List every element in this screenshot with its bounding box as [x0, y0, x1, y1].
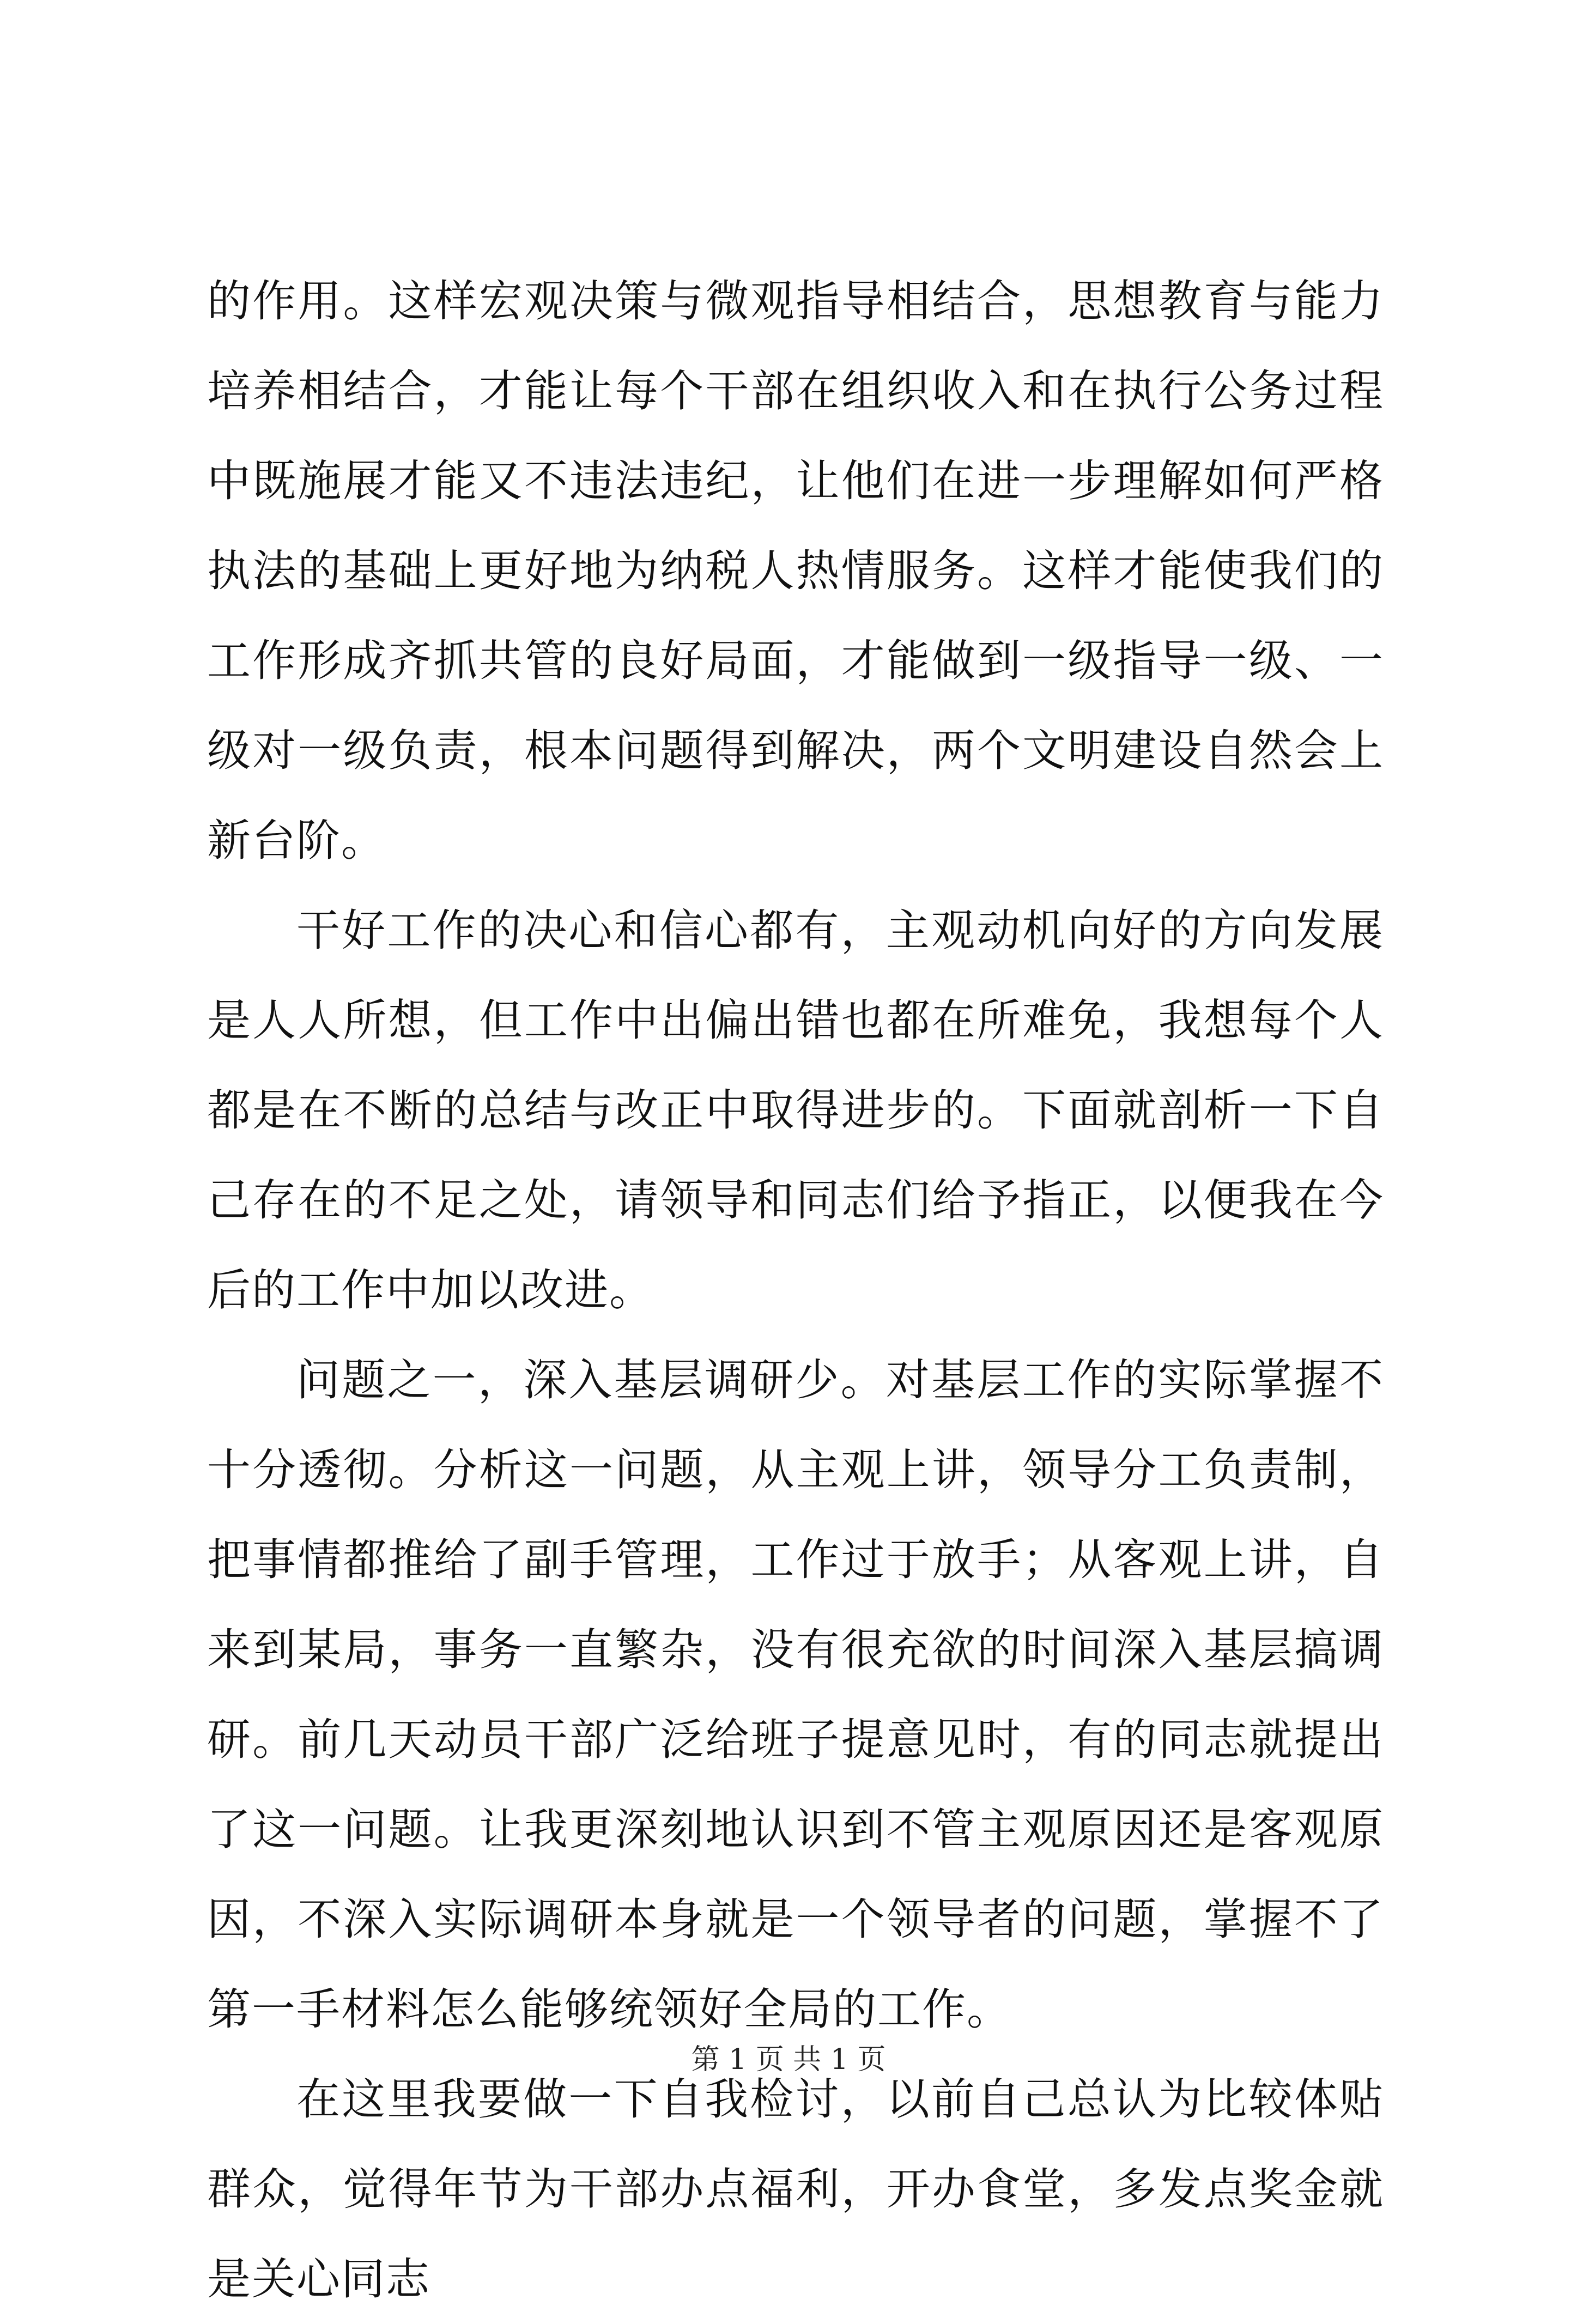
- page-number-label: 第 1 页 共 1 页: [691, 2043, 886, 2076]
- paragraph-4: 在这里我要做一下自我检讨，以前自己总认为比较体贴群众，觉得年节为干部办点福利，开办食堂，多发点奖金就是关心同志: [207, 2074, 1384, 2304]
- paragraph-3: 问题之一，深入基层调研少。对基层工作的实际掌握不十分透彻。分析这一问题，从主观上讲，领导分工负责制，把事情都推给了副手管理，工作过于放手；从客观上讲，自来到某局，事务一直繁杂，没有很充欲的时间深入基层搞调研。前几天动员干部广泛给班子提意见时，有的同志就提出了这一问题。让我更深刻地认识到不管主观原因还是客观原因，不深入实际调研本身就是一个领导者的问题，掌握不了第一手材料怎么能够统领好全局的工作。: [207, 1355, 1384, 2035]
- paragraph-1: 的作用。这样宏观决策与微观指导相结合，思想教育与能力培养相结合，才能让每个干部在组织收入和在执行公务过程中既施展才能又不违法违纪，让他们在进一步理解如何严格执法的基础上更好地为纳税人热情服务。这样才能使我们的工作形成齐抓共管的良好局面，才能做到一级指导一级、一级对一级负责，根本问题得到解决，两个文明建设自然会上新台阶。: [207, 276, 1384, 866]
- paragraph-2: 干好工作的决心和信心都有，主观动机向好的方向发展是人人所想，但工作中出偏出错也都在所难免，我想每个人都是在不断的总结与改正中取得进步的。下面就剖析一下自己存在的不足之处，请领导和同志们给予指正，以便我在今后的工作中加以改进。: [207, 905, 1384, 1315]
- document-body: [207, 256, 1384, 2324]
- page-footer: [0, 2041, 1577, 2079]
